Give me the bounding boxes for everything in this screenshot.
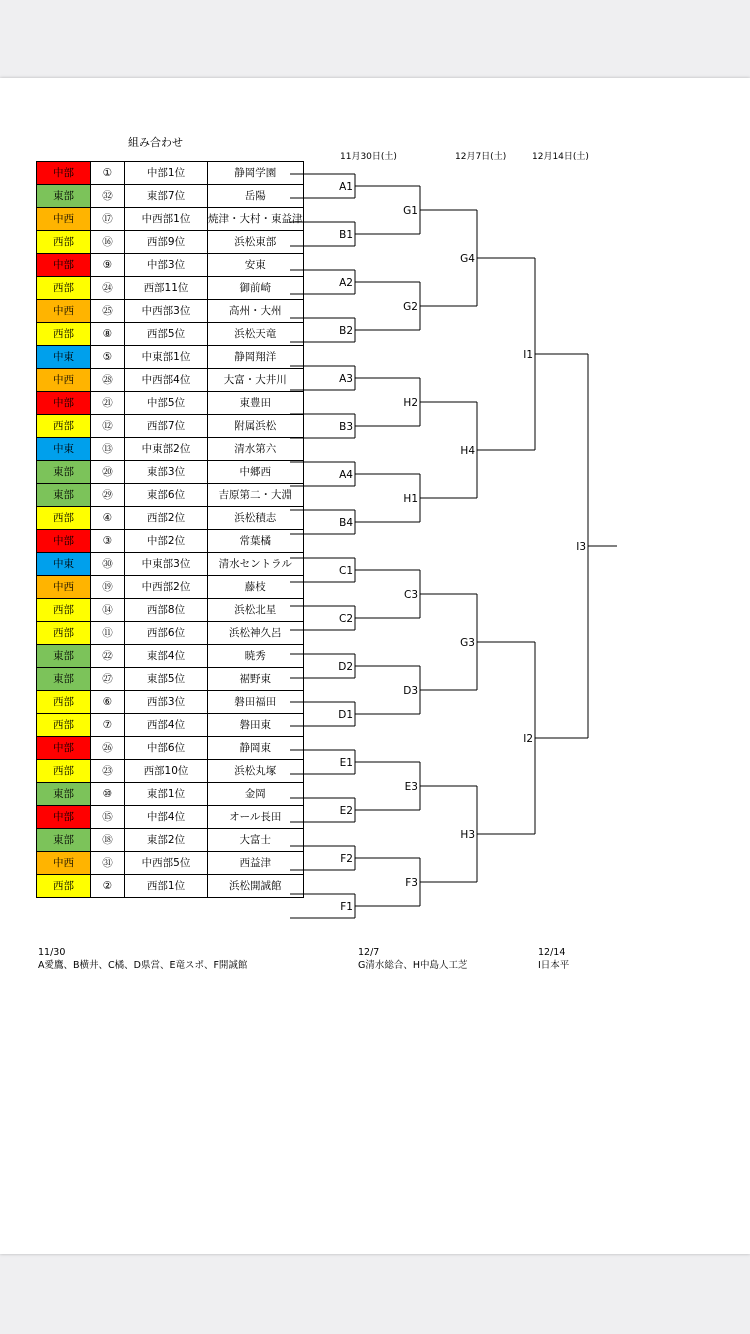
round2-date: 12月7日(土) [455, 152, 507, 162]
region-cell: 中東 [37, 438, 91, 461]
seed-cell: ㉗ [91, 668, 125, 691]
match-label: C2 [338, 613, 353, 625]
seed-cell: ㉜ [91, 185, 125, 208]
seed-cell: ㉖ [91, 737, 125, 760]
rank-cell: 西部6位 [125, 622, 208, 645]
match-label: A3 [339, 373, 353, 385]
region-cell: 中西 [37, 576, 91, 599]
seed-cell: ⑫ [91, 415, 125, 438]
seed-cell: ⑬ [91, 438, 125, 461]
school-cell: 磐田福田 [208, 691, 304, 714]
rank-cell: 東部2位 [125, 829, 208, 852]
match-label: A2 [339, 277, 353, 289]
region-cell: 中西 [37, 300, 91, 323]
region-cell: 中部 [37, 392, 91, 415]
rank-cell: 中東部3位 [125, 553, 208, 576]
region-cell: 中部 [37, 806, 91, 829]
region-cell: 西部 [37, 714, 91, 737]
region-cell: 西部 [37, 691, 91, 714]
match-label: E1 [339, 757, 353, 769]
school-cell: 金岡 [208, 783, 304, 806]
match-label: D1 [338, 709, 353, 721]
region-cell: 中西 [37, 369, 91, 392]
school-cell: 東豊田 [208, 392, 304, 415]
school-cell: 大富士 [208, 829, 304, 852]
school-cell: 清水セントラル [208, 553, 304, 576]
region-cell: 西部 [37, 323, 91, 346]
region-cell: 西部 [37, 760, 91, 783]
seed-cell: ③ [91, 530, 125, 553]
note-round3-date: 12/14 [538, 947, 566, 958]
match-label: B3 [339, 421, 353, 433]
rank-cell: 東部1位 [125, 783, 208, 806]
school-cell: 西益津 [208, 852, 304, 875]
match-label: C3 [403, 589, 418, 601]
seed-cell: ㉔ [91, 277, 125, 300]
match-label: D3 [403, 685, 418, 697]
rank-cell: 西部8位 [125, 599, 208, 622]
rank-cell: 西部4位 [125, 714, 208, 737]
match-label: C1 [338, 565, 353, 577]
seed-cell: ⑭ [91, 599, 125, 622]
match-label: H2 [403, 397, 418, 409]
region-cell: 西部 [37, 875, 91, 898]
rank-cell: 中部5位 [125, 392, 208, 415]
region-cell: 中東 [37, 346, 91, 369]
school-cell: 静岡東 [208, 737, 304, 760]
school-cell: オール長田 [208, 806, 304, 829]
seed-cell: ⑦ [91, 714, 125, 737]
note-round1-venues: A愛鷹、B横井、C橘、D県営、E竜スポ、F開誠館 [38, 960, 248, 971]
region-cell: 中部 [37, 530, 91, 553]
school-cell: 吉原第二・大淵 [208, 484, 304, 507]
seed-cell: ⑥ [91, 691, 125, 714]
rank-cell: 西部7位 [125, 415, 208, 438]
match-label: A1 [339, 181, 353, 193]
rank-cell: 中部4位 [125, 806, 208, 829]
region-cell: 西部 [37, 599, 91, 622]
region-cell: 中西 [37, 208, 91, 231]
school-cell: 浜松天竜 [208, 323, 304, 346]
round1-date: 11月30日(土) [340, 152, 397, 162]
rank-cell: 中西部3位 [125, 300, 208, 323]
match-label: E2 [339, 805, 353, 817]
region-cell: 中東 [37, 553, 91, 576]
seed-cell: ㉒ [91, 645, 125, 668]
region-cell: 東部 [37, 829, 91, 852]
school-cell: 浜松北星 [208, 599, 304, 622]
match-label: D2 [338, 661, 353, 673]
rank-cell: 西部3位 [125, 691, 208, 714]
match-label: A4 [339, 469, 353, 481]
school-cell: 暁秀 [208, 645, 304, 668]
school-cell: 焼津・大村・東益津 [208, 208, 304, 231]
match-label: E3 [404, 781, 418, 793]
note-round3-venues: I日本平 [538, 960, 570, 971]
note-round2 [358, 946, 468, 972]
school-cell: 安東 [208, 254, 304, 277]
region-cell: 西部 [37, 622, 91, 645]
region-cell: 西部 [37, 507, 91, 530]
school-cell: 静岡翔洋 [208, 346, 304, 369]
seed-cell: ⑪ [91, 622, 125, 645]
seed-cell: ① [91, 162, 125, 185]
rank-cell: 中西部1位 [125, 208, 208, 231]
seed-cell: ⑩ [91, 783, 125, 806]
seed-cell: ㉙ [91, 484, 125, 507]
school-cell: 浜松積志 [208, 507, 304, 530]
note-round2-venues: G清水総合、H中島人工芝 [358, 960, 468, 971]
region-cell: 西部 [37, 231, 91, 254]
rank-cell: 中部6位 [125, 737, 208, 760]
seed-cell: ㉛ [91, 852, 125, 875]
region-cell: 東部 [37, 185, 91, 208]
region-cell: 東部 [37, 484, 91, 507]
seed-cell: ⑮ [91, 806, 125, 829]
match-label: I1 [523, 349, 533, 361]
note-round2-date: 12/7 [358, 947, 380, 958]
school-cell: 附属浜松 [208, 415, 304, 438]
note-round3 [538, 946, 569, 972]
match-label: I2 [523, 733, 533, 745]
seed-cell: ㉚ [91, 553, 125, 576]
school-cell: 清水第六 [208, 438, 304, 461]
rank-cell: 中東部2位 [125, 438, 208, 461]
rank-cell: 東部7位 [125, 185, 208, 208]
match-label: G3 [460, 637, 475, 649]
match-label: F2 [340, 853, 353, 865]
seed-cell: ㉓ [91, 760, 125, 783]
school-cell: 磐田東 [208, 714, 304, 737]
rank-cell: 東部6位 [125, 484, 208, 507]
school-cell: 中郷西 [208, 461, 304, 484]
seed-cell: ⑱ [91, 829, 125, 852]
school-cell: 常葉橘 [208, 530, 304, 553]
seed-cell: ㉑ [91, 392, 125, 415]
match-label: G4 [460, 253, 475, 265]
rank-cell: 東部4位 [125, 645, 208, 668]
region-cell: 東部 [37, 645, 91, 668]
school-cell: 浜松開誠館 [208, 875, 304, 898]
page-title: 組み合わせ [128, 136, 183, 149]
school-cell: 高州・大州 [208, 300, 304, 323]
match-label: H3 [460, 829, 475, 841]
rank-cell: 西部9位 [125, 231, 208, 254]
school-cell: 静岡学園 [208, 162, 304, 185]
rank-cell: 中西部2位 [125, 576, 208, 599]
school-cell: 岳陽 [208, 185, 304, 208]
seed-cell: ⑳ [91, 461, 125, 484]
rank-cell: 東部5位 [125, 668, 208, 691]
match-label: B1 [339, 229, 353, 241]
school-cell: 浜松東部 [208, 231, 304, 254]
region-cell: 中部 [37, 254, 91, 277]
rank-cell: 西部5位 [125, 323, 208, 346]
region-cell: 東部 [37, 668, 91, 691]
rank-cell: 中部2位 [125, 530, 208, 553]
match-label: F1 [340, 901, 353, 913]
rank-cell: 東部3位 [125, 461, 208, 484]
seed-cell: ④ [91, 507, 125, 530]
rank-cell: 中西部5位 [125, 852, 208, 875]
region-cell: 西部 [37, 277, 91, 300]
seed-cell: ㉘ [91, 369, 125, 392]
region-cell: 東部 [37, 783, 91, 806]
seed-cell: ⑨ [91, 254, 125, 277]
rank-cell: 中東部1位 [125, 346, 208, 369]
rank-cell: 西部2位 [125, 507, 208, 530]
region-cell: 中西 [37, 852, 91, 875]
match-label: H1 [403, 493, 418, 505]
school-cell: 御前崎 [208, 277, 304, 300]
final-match-label: I3 [576, 541, 586, 553]
seed-cell: ⑲ [91, 576, 125, 599]
rank-cell: 中部3位 [125, 254, 208, 277]
match-label: F3 [405, 877, 418, 889]
seed-cell: ⑤ [91, 346, 125, 369]
match-label: G2 [403, 301, 418, 313]
rank-cell: 西部1位 [125, 875, 208, 898]
match-label: B4 [339, 517, 353, 529]
rank-cell: 中部1位 [125, 162, 208, 185]
note-round1 [38, 946, 247, 972]
match-label: B2 [339, 325, 353, 337]
region-cell: 中部 [37, 162, 91, 185]
school-cell: 裾野東 [208, 668, 304, 691]
round3-date: 12月14日(土) [532, 152, 589, 162]
seed-cell: ㉕ [91, 300, 125, 323]
region-cell: 西部 [37, 415, 91, 438]
school-cell: 藤枝 [208, 576, 304, 599]
seed-cell: ⑰ [91, 208, 125, 231]
note-round1-date: 11/30 [38, 947, 66, 958]
seed-cell: ⑯ [91, 231, 125, 254]
match-label: G1 [403, 205, 418, 217]
region-cell: 東部 [37, 461, 91, 484]
region-cell: 中部 [37, 737, 91, 760]
rank-cell: 西部11位 [125, 277, 208, 300]
school-cell: 浜松丸塚 [208, 760, 304, 783]
match-label: H4 [460, 445, 475, 457]
rank-cell: 中西部4位 [125, 369, 208, 392]
rank-cell: 西部10位 [125, 760, 208, 783]
seed-cell: ⑧ [91, 323, 125, 346]
seed-cell: ② [91, 875, 125, 898]
school-cell: 浜松神久呂 [208, 622, 304, 645]
school-cell: 大富・大井川 [208, 369, 304, 392]
